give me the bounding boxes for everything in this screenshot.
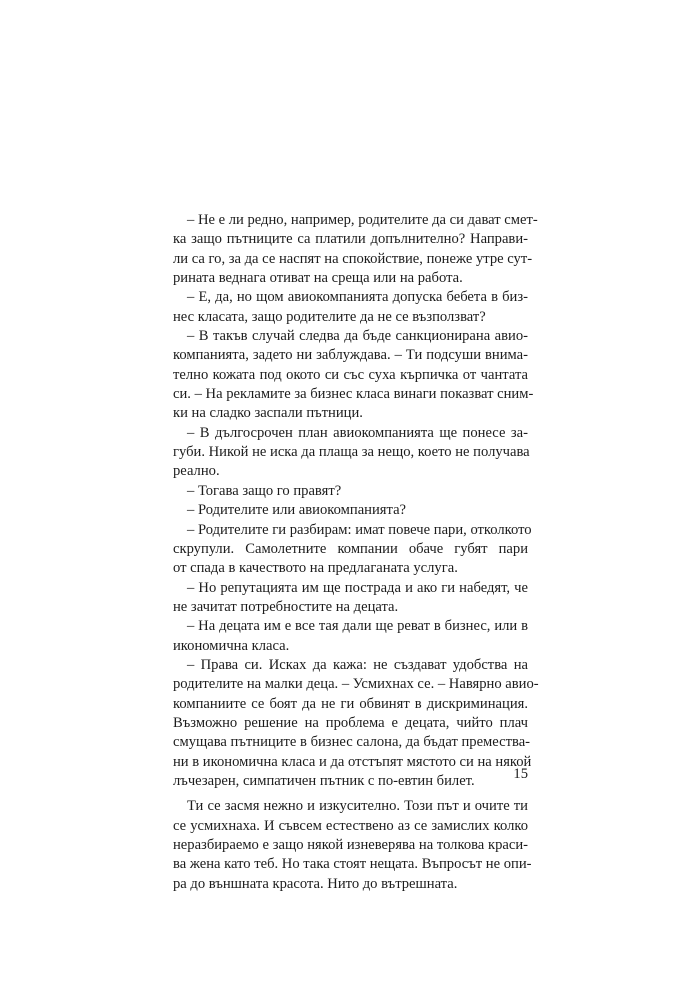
text-line: – Родителите или авиокомпанията?: [187, 502, 407, 519]
text-line: ва жена като теб. Но така стоят нещата. Въпросът не опи-: [173, 856, 532, 873]
text-line: губи. Никой не иска да плаща за нещо, което не получава: [173, 444, 530, 461]
page-number: 15: [513, 766, 528, 782]
text-line: – Тогава защо го правят?: [187, 482, 342, 499]
text-line: от спада в качеството на предлаганата услуга.: [173, 560, 458, 577]
text-line: ли са го, за да се наспят на спокойствие, понеже утре сут-: [173, 250, 533, 267]
text-line: Възможно решение на проблема е децата, чийто плач: [173, 714, 528, 731]
text-line: нес класата, защо родителите да не се възползват?: [173, 308, 486, 325]
text-line: – На децата им е все тая дали ще реват в бизнес, или в: [187, 618, 528, 635]
text-line: – Родителите ги разбирам: имат повече пари, отколкото: [187, 521, 532, 538]
text-line: неразбираемо е защо някой изневерява на толкова краси-: [173, 837, 528, 853]
text-line: Ти се засмя нежно и изкусително. Този път и очите ти: [187, 798, 528, 815]
text-line: се усмихнаха. И съвсем естествено аз се замислих колко: [173, 817, 528, 834]
text-line: – В такъв случай следва да бъде санкционирана авио-: [187, 328, 528, 345]
text-line: – Не е ли редно, например, родителите да си дават смет-: [187, 212, 538, 228]
text-line: компаниите се боят да не ги обвинят в дискриминация.: [173, 695, 528, 712]
text-line: реално.: [173, 463, 220, 480]
text-line: си. – На рекламите за бизнес класа винаги показват сним-: [173, 386, 534, 403]
text-line: компанията, задето ни заблуждава. – Ти подсуши внима-: [173, 347, 528, 364]
text-line: рината веднага отиват на среща или на работа.: [173, 270, 463, 287]
text-line: – Но репутацията им ще пострада и ако ги набедят, че: [187, 579, 528, 596]
text-line: – Е, да, но щом авиокомпанията допуска бебета в биз-: [187, 289, 528, 306]
text-line: ки на сладко заспали пътници.: [173, 405, 363, 422]
text-line: скрупули. Самолетните компании обаче губят пари: [173, 540, 528, 557]
text-line: ни в икономична класа и да отстъпят мястото си на някой: [173, 753, 532, 770]
text-line: телно кожата под окото си със суха кърпичка от чантата: [173, 366, 528, 383]
text-line: родителите на малки деца. – Усмихнах се. – Навярно авио-: [173, 676, 539, 693]
text-line: не зачитат потребностите на децата.: [173, 598, 399, 615]
body-text: [173, 211, 539, 894]
text-line: – Права си. Исках да кажа: не създават удобства на: [187, 656, 528, 673]
text-line: икономична класа.: [173, 637, 290, 654]
text-line: смущава пътниците в бизнес салона, да бъдат премества-: [173, 734, 531, 751]
text-line: – В дългосрочен план авиокомпанията ще понесе за-: [187, 424, 528, 441]
text-line: ка защо пътниците са платили допълнително? Направи-: [173, 231, 528, 248]
text-line: лъчезарен, симпатичен пътник с по-евтин билет.: [173, 772, 475, 789]
text-line: ра до външната красота. Нито до вътрешната.: [173, 875, 458, 892]
